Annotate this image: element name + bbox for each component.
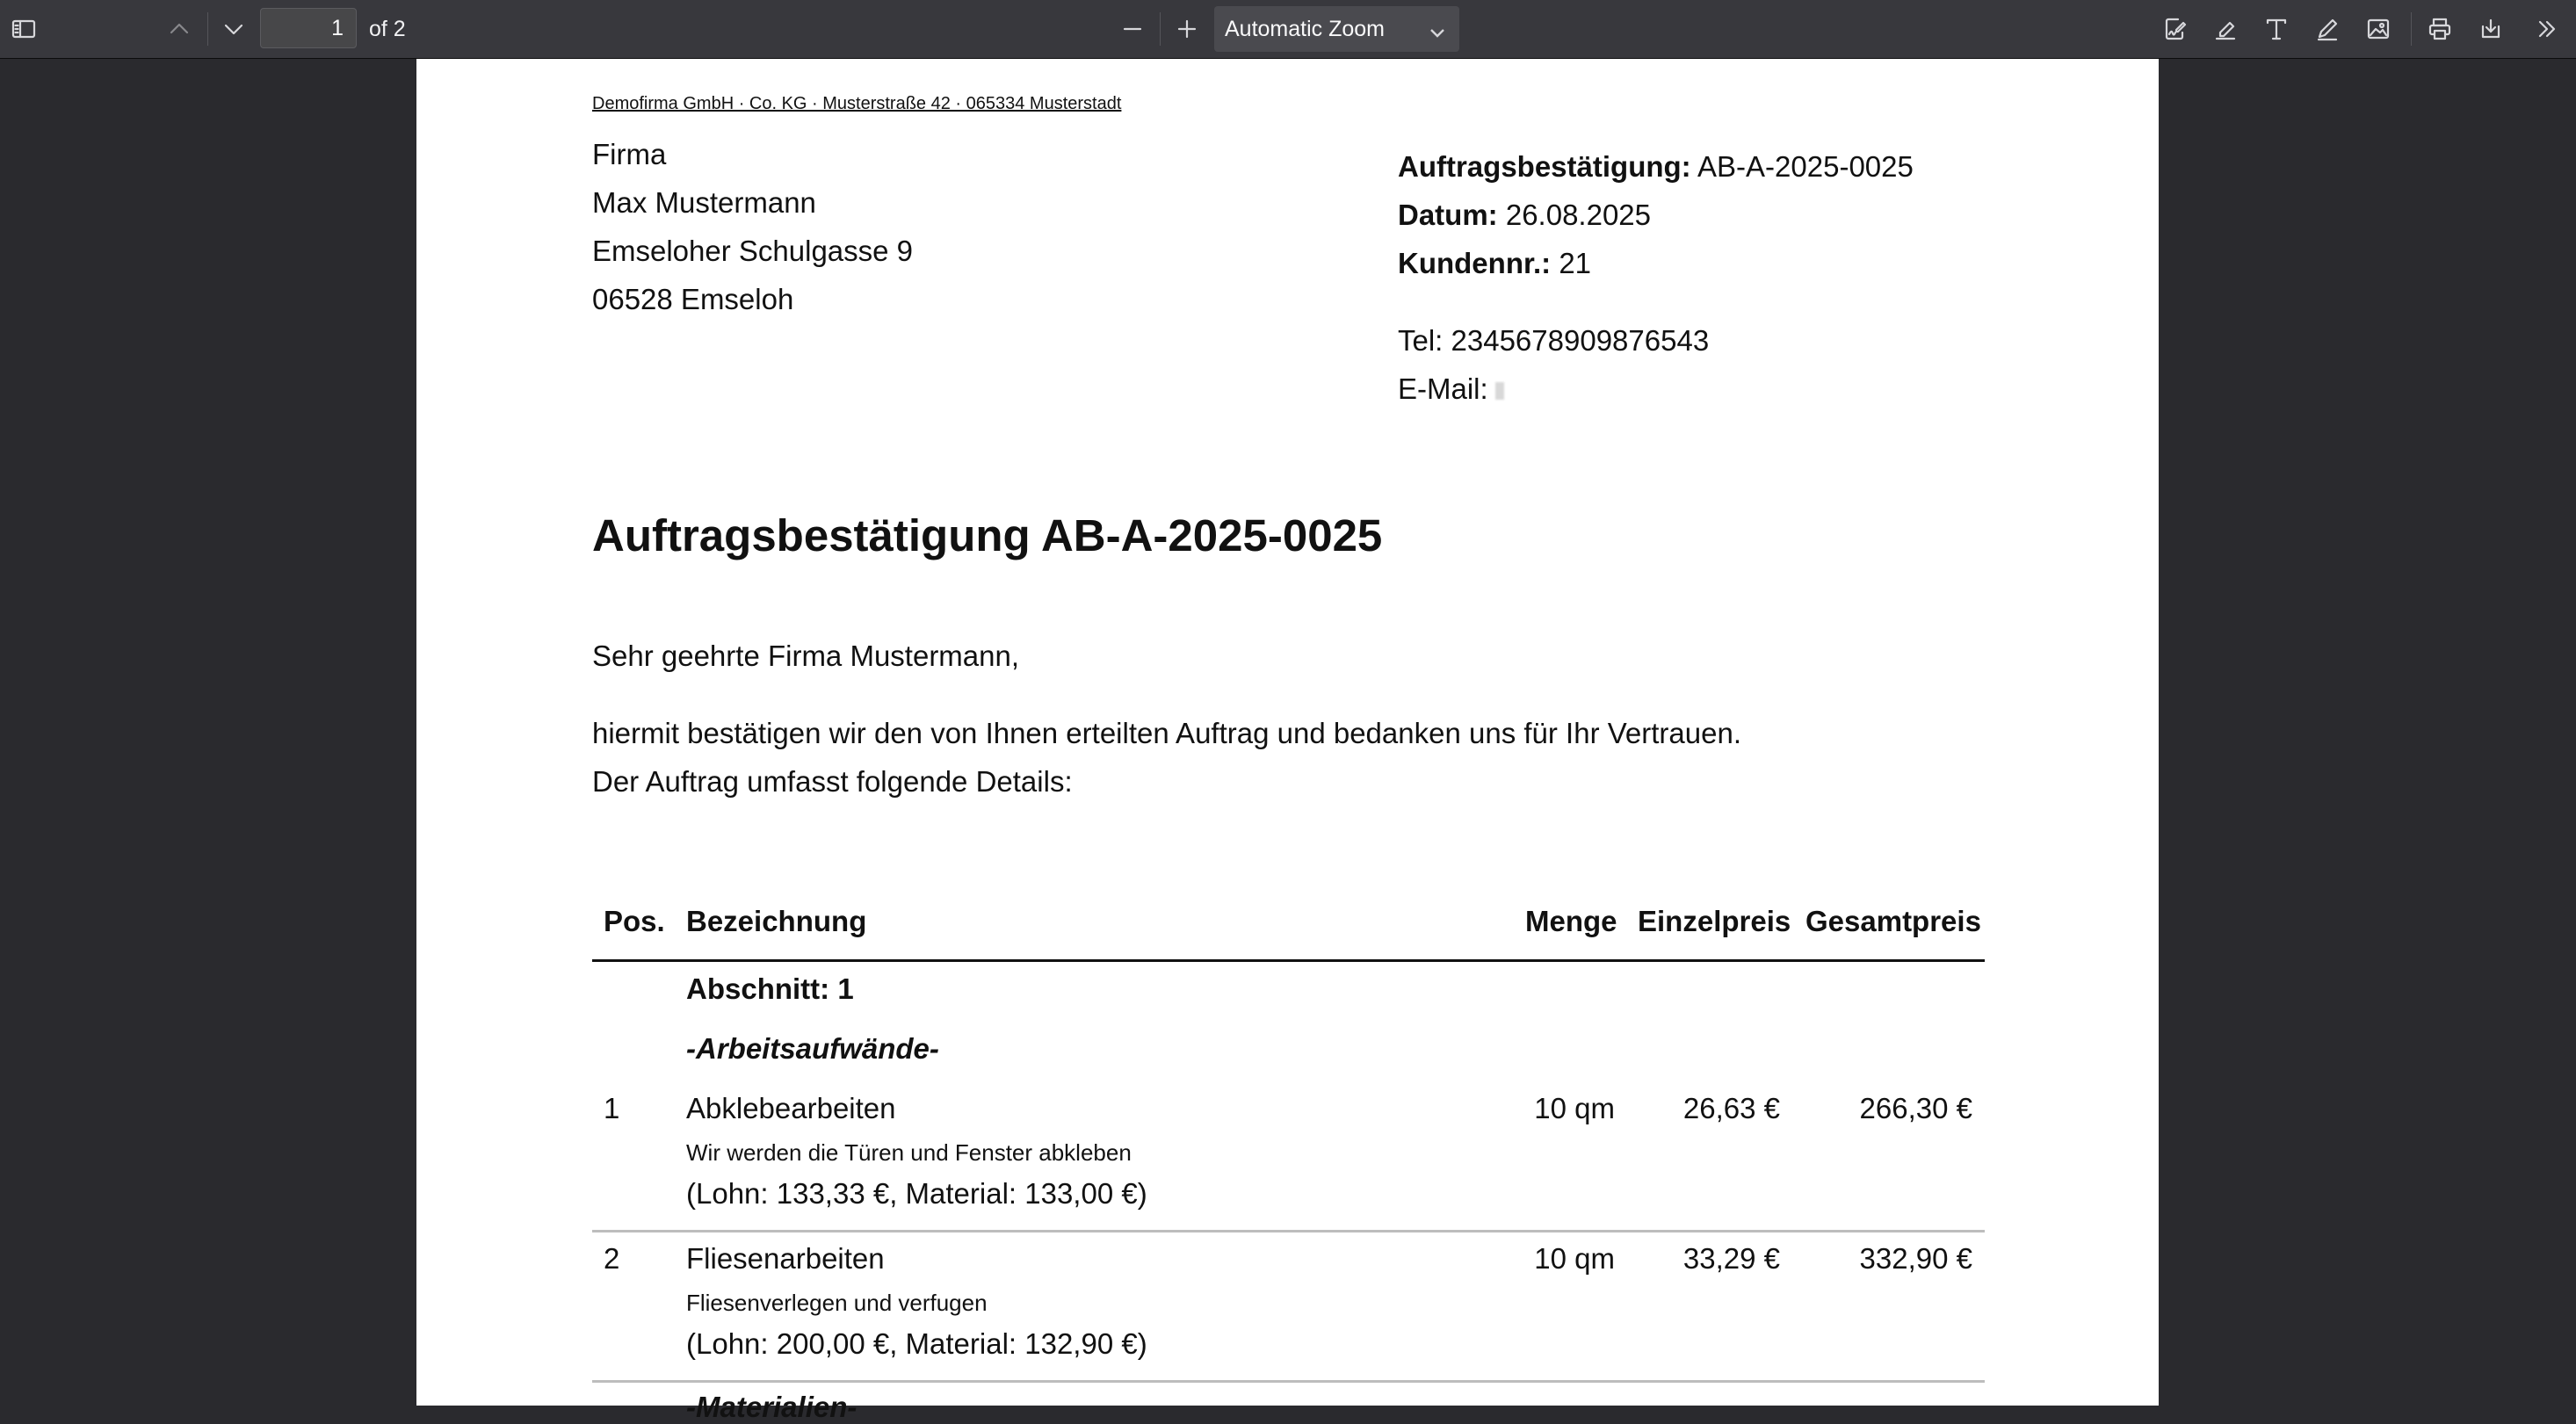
zoom-in-button[interactable] (1167, 9, 1207, 49)
order-date (1398, 199, 1651, 232)
document-title: Auftragsbestätigung AB-A-2025-0025 (592, 510, 1383, 560)
table-subsection-work: -Arbeitsaufwände- (686, 1032, 939, 1065)
row-pos: 1 (604, 1092, 620, 1124)
telephone: Tel: 2345678909876543 (1398, 324, 1710, 357)
order-number-label: Auftragsbestätigung: (1398, 150, 1691, 183)
tools-menu-button[interactable] (2527, 9, 2567, 49)
col-header-total: Gesamtpreis (1805, 905, 1981, 937)
row-description: Wir werden die Türen und Fenster abkleben (686, 1139, 1132, 1166)
pdf-page (416, 59, 2159, 1423)
row-total: 266,30 € (1859, 1092, 1972, 1124)
row-total: 332,90 € (1859, 1242, 1972, 1275)
row-name: Abklebearbeiten (686, 1092, 896, 1124)
email (1398, 372, 1504, 406)
row-breakdown: (Lohn: 133,33 €, Material: 133,00 €) (686, 1177, 1147, 1210)
email-redacted (1495, 382, 1504, 400)
row-unit-price: 26,63 € (1682, 1092, 1780, 1124)
row-unit-price: 33,29 € (1682, 1242, 1780, 1275)
customer-number-value: 21 (1559, 247, 1592, 279)
next-page-button[interactable] (213, 9, 254, 49)
text-icon (2263, 16, 2290, 42)
download-icon (2478, 16, 2504, 42)
zoom-select[interactable] (1214, 6, 1459, 52)
add-image-button[interactable] (2358, 9, 2399, 49)
intro-line-1: hiermit bestätigen wir den von Ihnen erteilten Auftrag und bedanken uns für Ihr Vertrauen. (592, 717, 1741, 749)
customer-number-label: Kundennr.: (1398, 247, 1552, 279)
row-qty: 10 qm (1534, 1092, 1615, 1124)
order-date-value: 26.08.2025 (1505, 199, 1652, 231)
signature-button[interactable] (2154, 9, 2195, 49)
chevron-down-icon (1424, 16, 1451, 42)
table-section: Abschnitt: 1 (686, 972, 854, 1005)
download-button[interactable] (2471, 9, 2511, 49)
highlighter-icon (2212, 16, 2239, 42)
sidebar-icon (11, 16, 37, 42)
toolbar-separator (1160, 12, 1161, 46)
pen-icon (2314, 16, 2341, 42)
toolbar-separator (2411, 12, 2412, 46)
row-pos: 2 (604, 1242, 620, 1275)
page-number-input[interactable]: 1 (260, 8, 357, 48)
row-breakdown: (Lohn: 200,00 €, Material: 132,90 €) (686, 1327, 1147, 1360)
row-name: Fliesenarbeiten (686, 1242, 885, 1275)
order-date-label: Datum: (1398, 199, 1498, 231)
double-chevron-right-icon (2534, 16, 2560, 42)
chevron-down-icon (221, 16, 247, 42)
zoom-out-button[interactable] (1112, 9, 1153, 49)
add-text-button[interactable] (2256, 9, 2297, 49)
page-count-label: of 2 (369, 17, 406, 41)
toolbar-separator (207, 12, 208, 46)
chevron-up-icon (166, 16, 192, 42)
pdf-toolbar (0, 0, 2576, 59)
recipient-line-2: Max Mustermann (592, 186, 816, 219)
greeting: Sehr geehrte Firma Mustermann, (592, 640, 1020, 672)
table-subsection-material: -Materialien- (686, 1391, 857, 1423)
order-number (1398, 150, 1914, 184)
table-row-rule (592, 1230, 1985, 1232)
sender-line: Demofirma GmbH · Co. KG · Musterstraße 42 · 065334 Musterstadt (592, 94, 1122, 113)
col-header-pos: Pos. (604, 905, 665, 937)
customer-number (1398, 247, 1591, 280)
recipient-line-4: 06528 Emseloh (592, 283, 794, 315)
draw-button[interactable] (2307, 9, 2348, 49)
col-header-qty: Menge (1525, 905, 1617, 937)
zoom-select-value: Automatic Zoom (1225, 17, 1386, 41)
intro-line-2: Der Auftrag umfasst folgende Details: (592, 765, 1073, 798)
table-header-rule (592, 959, 1985, 962)
col-header-unit-price: Einzelpreis (1638, 905, 1791, 937)
order-number-value: AB-A-2025-0025 (1697, 150, 1914, 183)
printer-icon (2427, 16, 2453, 42)
row-description: Fliesenverlegen und verfugen (686, 1290, 988, 1316)
previous-page-button[interactable] (159, 9, 199, 49)
image-icon (2365, 16, 2391, 42)
highlight-button[interactable] (2205, 9, 2246, 49)
recipient-line-1: Firma (592, 138, 667, 170)
print-button[interactable] (2420, 9, 2460, 49)
col-header-name: Bezeichnung (686, 905, 867, 937)
minus-icon (1119, 16, 1146, 42)
sidebar-toggle-button[interactable] (4, 9, 44, 49)
recipient-line-3: Emseloher Schulgasse 9 (592, 235, 914, 267)
table-row-rule (592, 1380, 1985, 1383)
signature-icon (2161, 16, 2188, 42)
plus-icon (1174, 16, 1200, 42)
email-label: E-Mail: (1398, 372, 1488, 405)
row-qty: 10 qm (1534, 1242, 1615, 1275)
